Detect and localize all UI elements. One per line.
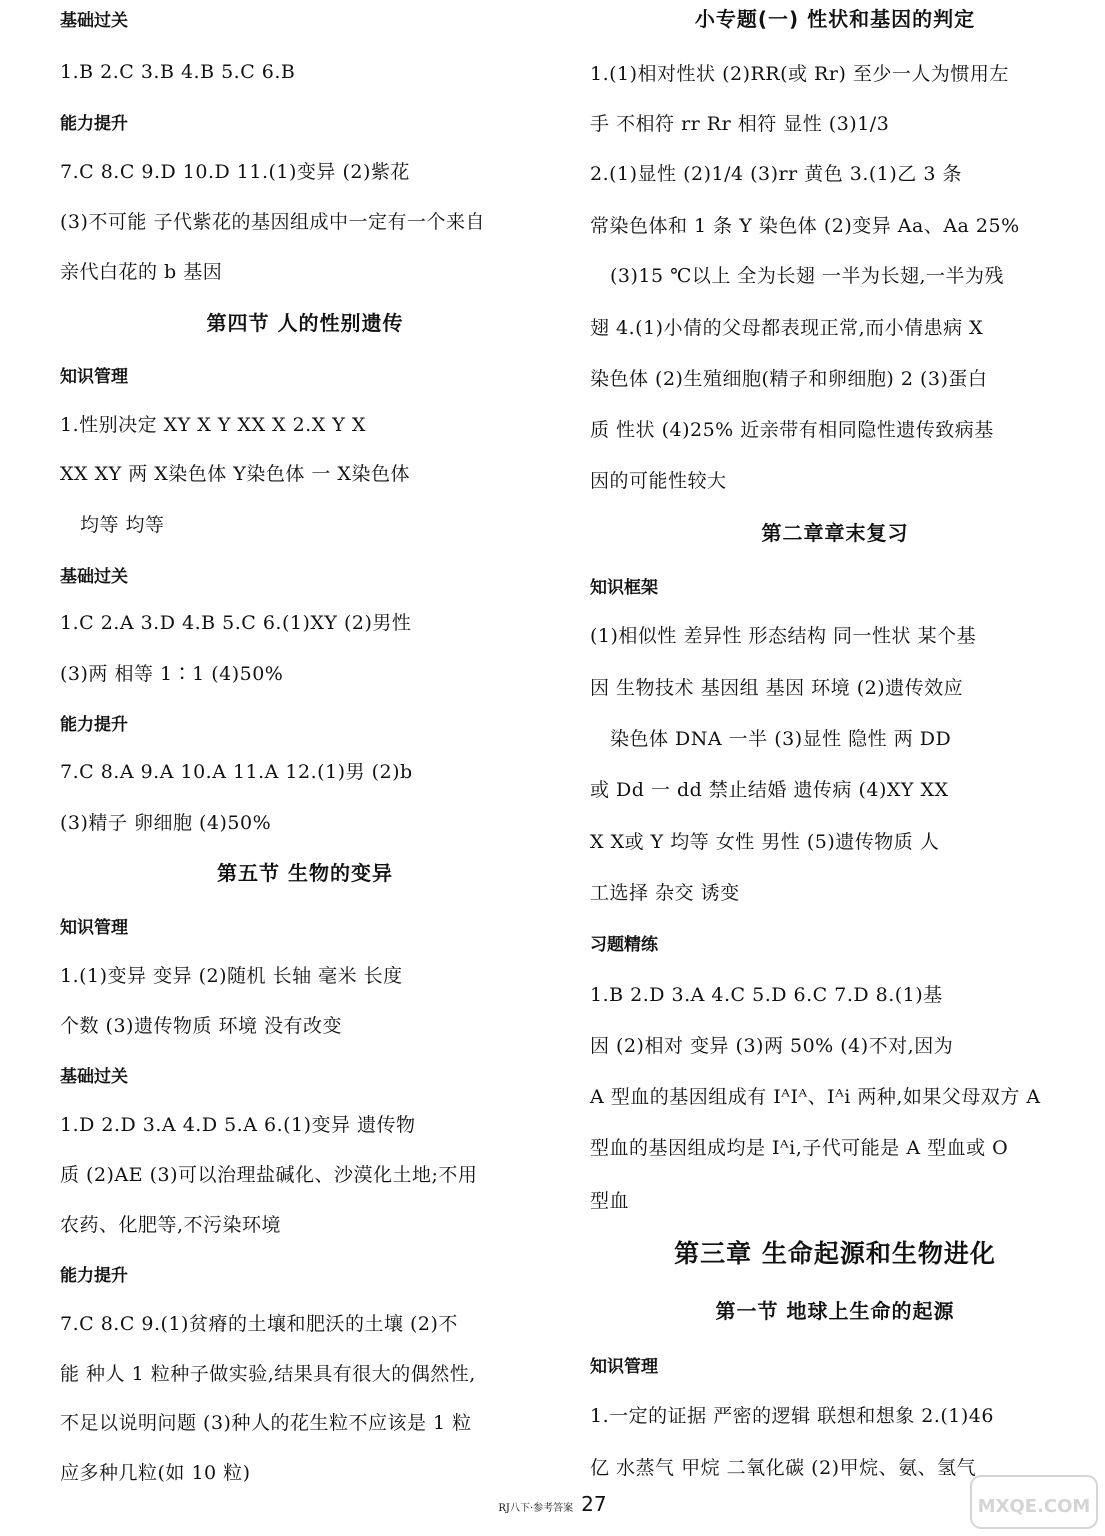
section-label: 知识框架 <box>590 578 658 598</box>
answer-line: 型血的基因组成均是 Iᴬi,子代可能是 A 型血或 O <box>590 1137 1009 1159</box>
answer-line: XX XY 两 X染色体 Y染色体 一 X染色体 <box>60 463 410 485</box>
answer-line: 1.性别决定 XY X Y XX X 2.X Y X <box>60 414 366 436</box>
answer-line: 1.D 2.D 3.A 4.D 5.A 6.(1)变异 遗传物 <box>60 1114 416 1136</box>
answer-line: 均等 均等 <box>80 514 165 536</box>
answer-line: 2.(1)显性 (2)1/4 (3)rr 黄色 3.(1)乙 3 条 <box>590 163 962 185</box>
answer-line: 1.一定的证据 严密的逻辑 联想和想象 2.(1)46 <box>590 1405 994 1427</box>
section-label: 知识管理 <box>60 918 128 938</box>
answer-line: 1.C 2.A 3.D 4.B 5.C 6.(1)XY (2)男性 <box>60 612 412 634</box>
answer-line: 亲代白花的 b 基因 <box>60 261 223 283</box>
answer-line: (3)精子 卵细胞 (4)50% <box>60 812 272 834</box>
watermark-text: MXQE.COM <box>977 1496 1091 1517</box>
answer-line: 翅 4.(1)小倩的父母都表现正常,而小倩患病 X <box>590 317 984 339</box>
section-label: 能力提升 <box>60 1266 128 1286</box>
answer-line: 农药、化肥等,不污染环境 <box>60 1214 282 1236</box>
answer-line: 因的可能性较大 <box>590 470 727 492</box>
section-title: 第二章章末复习 <box>761 521 909 545</box>
answer-line: (3)两 相等 1∶1 (4)50% <box>60 663 284 685</box>
section-title: 小专题(一) 性状和基因的判定 <box>694 7 976 31</box>
answer-line: 1.(1)相对性状 (2)RR(或 Rr) 至少一人为惯用左 <box>590 63 1009 85</box>
answer-line: (3)15 ℃以上 全为长翅 一半为长翅,一半为残 <box>610 265 1005 287</box>
section-title: 第五节 生物的变异 <box>217 861 393 885</box>
answer-line: 工选择 杂交 诱变 <box>590 882 740 904</box>
answer-line: 因 生物技术 基因组 基因 环境 (2)遗传效应 <box>590 677 964 699</box>
section-label: 基础过关 <box>60 567 128 587</box>
page-footer <box>0 1492 1105 1516</box>
answer-line: 或 Dd 一 dd 禁止结婚 遗传病 (4)XY XX <box>590 779 949 801</box>
section-label: 知识管理 <box>60 367 128 387</box>
page-number: 27 <box>581 1492 607 1516</box>
answer-line: 亿 水蒸气 甲烷 二氧化碳 (2)甲烷、氨、氢气 <box>590 1457 977 1479</box>
section-label: 习题精练 <box>590 935 658 955</box>
answer-line: 型血 <box>590 1190 630 1212</box>
answer-line: 因 (2)相对 变异 (3)两 50% (4)不对,因为 <box>590 1035 954 1057</box>
answer-line: 染色体 (2)生殖细胞(精子和卵细胞) 2 (3)蛋白 <box>590 368 988 390</box>
answer-line: 不足以说明问题 (3)种人的花生粒不应该是 1 粒 <box>60 1412 472 1434</box>
answer-line: 7.C 8.A 9.A 10.A 11.A 12.(1)男 (2)b <box>60 761 413 783</box>
answer-line: 常染色体和 1 条 Y 染色体 (2)变异 Aa、Aa 25% <box>590 215 1020 237</box>
answer-line: X X或 Y 均等 女性 男性 (5)遗传物质 人 <box>590 831 940 853</box>
answer-line: A 型血的基因组成有 IᴬIᴬ、Iᴬi 两种,如果父母双方 A <box>590 1086 1041 1108</box>
answer-line: 质 性状 (4)25% 近亲带有相同隐性遗传致病基 <box>590 419 994 441</box>
answer-line: 能 种人 1 粒种子做实验,结果具有很大的偶然性, <box>60 1363 476 1385</box>
answer-line: (1)相似性 差异性 形态结构 同一性状 某个基 <box>590 625 977 647</box>
watermark-logo <box>969 1472 1099 1532</box>
section-label: 基础过关 <box>60 11 128 31</box>
answer-line: 应多种几粒(如 10 粒) <box>60 1462 251 1484</box>
answer-line: 7.C 8.C 9.(1)贫瘠的土壤和肥沃的土壤 (2)不 <box>60 1313 458 1335</box>
answer-line: 手 不相符 rr Rr 相符 显性 (3)1/3 <box>590 113 890 135</box>
answer-line: 1.B 2.D 3.A 4.C 5.D 6.C 7.D 8.(1)基 <box>590 984 943 1006</box>
answer-line: 1.B 2.C 3.B 4.B 5.C 6.B <box>60 61 296 83</box>
section-label: 能力提升 <box>60 715 128 735</box>
section-title: 第四节 人的性别遗传 <box>206 311 404 335</box>
answer-line: 个数 (3)遗传物质 环境 没有改变 <box>60 1015 343 1037</box>
answer-line: 染色体 DNA 一半 (3)显性 隐性 两 DD <box>610 728 952 750</box>
answer-line: (3)不可能 子代紫花的基因组成中一定有一个来自 <box>60 211 485 233</box>
footer-label: RJ八下·参考答案 <box>498 1503 574 1514</box>
section-title: 第一节 地球上生命的起源 <box>715 1299 955 1323</box>
section-label: 能力提升 <box>60 114 128 134</box>
answer-line: 7.C 8.C 9.D 10.D 11.(1)变异 (2)紫花 <box>60 161 410 183</box>
chapter-title: 第三章 生命起源和生物进化 <box>674 1239 996 1268</box>
section-label: 基础过关 <box>60 1067 128 1087</box>
answer-line: 质 (2)AE (3)可以治理盐碱化、沙漠化土地;不用 <box>60 1164 478 1186</box>
section-label: 知识管理 <box>590 1357 658 1377</box>
answer-line: 1.(1)变异 变异 (2)随机 长轴 毫米 长度 <box>60 965 403 987</box>
